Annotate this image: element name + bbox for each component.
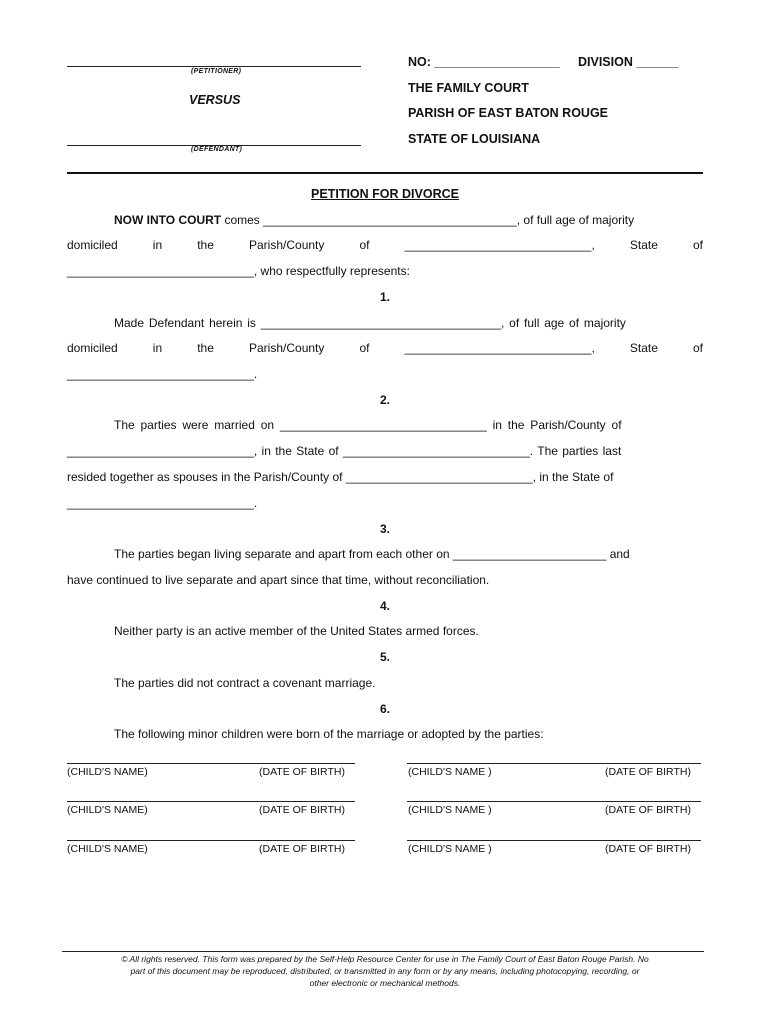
section-2-line-2: ____________________________, in the State of ____________________________. The parties last	[67, 444, 622, 458]
section-4-line-1: Neither party is an active member of the United States armed forces.	[114, 624, 479, 638]
section-1-line-3: ____________________________.	[67, 367, 258, 381]
child-2-line	[407, 763, 701, 764]
intro-rest: comes ______________________________________, of full age of majority	[221, 213, 635, 227]
copyright-footer	[52, 953, 718, 989]
section-3-number: 3.	[379, 522, 390, 536]
section-4-number: 4.	[379, 599, 390, 613]
footer-line-2: part of this document may be reproduced, distributed, or transmitted in any form or by any means, including photocopying, recording, or	[130, 966, 640, 976]
section-6-line-1: The following minor children were born of the marriage or adopted by the parties:	[114, 727, 544, 741]
intro-line-3: ____________________________, who respectfully represents:	[67, 264, 410, 278]
child-4-line	[407, 801, 701, 802]
section-5-number: 5.	[379, 650, 390, 664]
child-1-line	[67, 763, 355, 764]
section-3-line-1: The parties began living separate and apart from each other on _______________________ and	[114, 547, 630, 561]
child-5-name-label: (CHILD'S NAME)	[67, 843, 148, 855]
caption-divider	[67, 172, 703, 174]
section-5-line-1: The parties did not contract a covenant marriage.	[114, 676, 376, 690]
section-6-number: 6.	[379, 702, 390, 716]
footer-line-3: other electronic or mechanical methods.	[309, 978, 461, 988]
section-1-number: 1.	[379, 290, 390, 304]
child-1-name-label: (CHILD'S NAME)	[67, 766, 148, 778]
section-2-line-4: ____________________________.	[67, 496, 258, 510]
child-6-line	[407, 840, 701, 841]
document-title: PETITION FOR DIVORCE	[311, 187, 459, 201]
section-2-number: 2.	[379, 393, 390, 407]
section-1-line-2: domiciled in the Parish/County of ____________________________, State of	[67, 341, 703, 355]
state-name: STATE OF LOUISIANA	[408, 132, 541, 146]
petitioner-label: (PETITIONER)	[191, 68, 242, 75]
petitioner-signature-line	[67, 66, 361, 67]
child-3-line	[67, 801, 355, 802]
section-2-line-3: resided together as spouses in the Parish/County of ____________________________, in the State of	[67, 470, 614, 484]
section-3-line-2: have continued to live separate and apart since that time, without reconciliation.	[67, 573, 490, 587]
intro-bold: NOW INTO COURT	[114, 213, 222, 227]
child-4-dob-label: (DATE OF BIRTH)	[605, 804, 691, 816]
defendant-label: (DEFENDANT)	[191, 146, 243, 153]
section-1-line-1: Made Defendant herein is ____________________________________, of full age of majority	[114, 316, 626, 330]
child-2-dob-label: (DATE OF BIRTH)	[605, 766, 691, 778]
child-3-dob-label: (DATE OF BIRTH)	[259, 804, 345, 816]
division-field: DIVISION ______	[578, 55, 679, 69]
child-2-name-label: (CHILD'S NAME )	[408, 766, 492, 778]
parish-name: PARISH OF EAST BATON ROUGE	[408, 106, 609, 120]
footer-divider	[62, 951, 704, 952]
intro-line-1	[114, 213, 703, 227]
child-5-line	[67, 840, 355, 841]
section-2-line-1: The parties were married on _______________________________ in the Parish/County of	[114, 418, 622, 432]
child-3-name-label: (CHILD'S NAME)	[67, 804, 148, 816]
child-1-dob-label: (DATE OF BIRTH)	[259, 766, 345, 778]
intro-line-2: domiciled in the Parish/County of ____________________________, State of	[67, 238, 703, 252]
versus-text: VERSUS	[189, 93, 241, 107]
child-4-name-label: (CHILD'S NAME )	[408, 804, 492, 816]
court-name: THE FAMILY COURT	[408, 81, 529, 95]
child-6-name-label: (CHILD'S NAME )	[408, 843, 492, 855]
footer-line-1: © All rights reserved. This form was prepared by the Self-Help Resource Center for use in The Family Court of East Baton Rouge Parish. No	[121, 954, 649, 964]
child-6-dob-label: (DATE OF BIRTH)	[605, 843, 691, 855]
case-number-field: NO: __________________	[408, 55, 560, 69]
child-5-dob-label: (DATE OF BIRTH)	[259, 843, 345, 855]
